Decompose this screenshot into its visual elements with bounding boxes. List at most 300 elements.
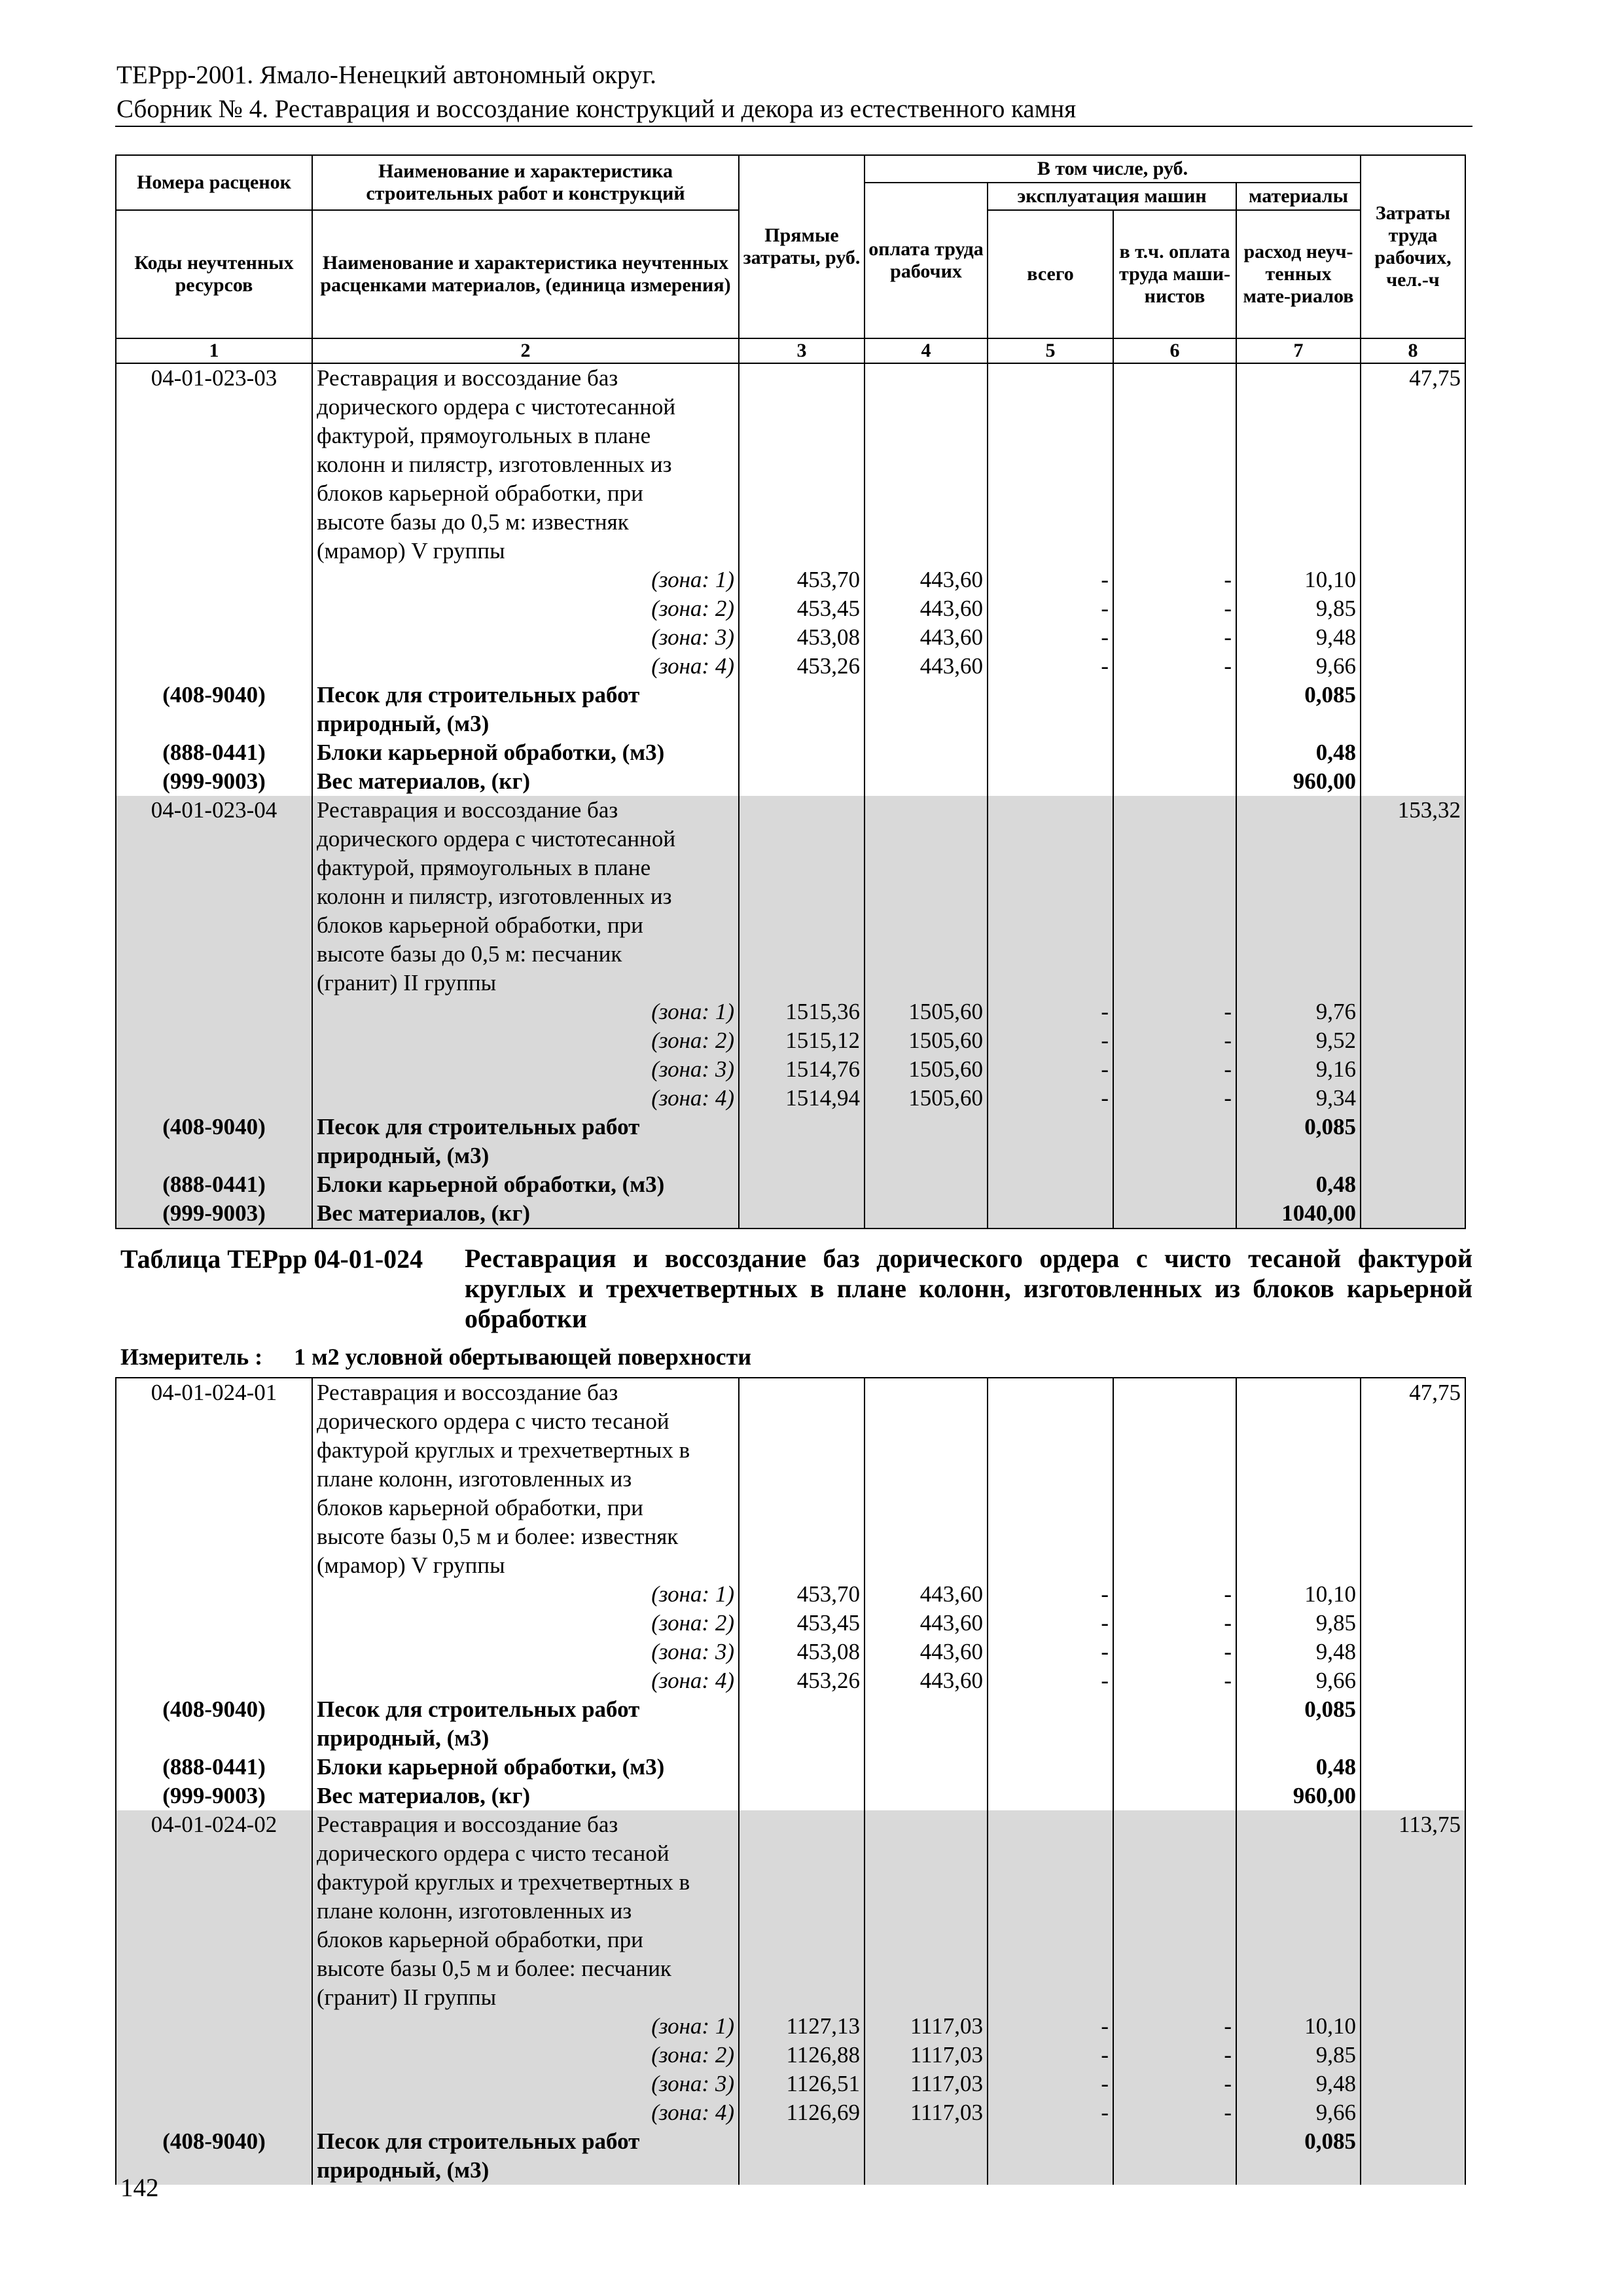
table-cell <box>1236 1494 1361 1522</box>
resource-consumption: 0,085 <box>1236 681 1361 709</box>
table-row <box>116 2156 1465 2185</box>
table-cell <box>865 1724 988 1753</box>
resource-name: Песок для строительных работ <box>312 1113 739 1141</box>
table-cell <box>739 508 865 537</box>
machines-total: - <box>988 652 1113 681</box>
table-cell <box>116 1522 312 1551</box>
table-cell <box>865 1170 988 1199</box>
machinist-pay: - <box>1113 1026 1236 1055</box>
col-header-labor-hours: Затраты труда рабочих, чел.-ч <box>1361 155 1465 338</box>
table-cell <box>865 364 988 393</box>
table-row <box>116 1084 1465 1113</box>
table-cell <box>116 1551 312 1580</box>
table-cell <box>1361 825 1465 853</box>
table-cell <box>988 1199 1113 1229</box>
table-cell <box>1361 422 1465 450</box>
resource-name: природный, (м3) <box>312 2156 739 2185</box>
worker-pay: 1117,03 <box>865 2041 988 2070</box>
table-cell <box>988 796 1113 825</box>
table-cell <box>116 1954 312 1983</box>
rate-description-line: (мрамор) V группы <box>312 537 739 565</box>
materials-cost: 10,10 <box>1236 1580 1361 1609</box>
materials-cost: 9,48 <box>1236 623 1361 652</box>
materials-cost: 9,66 <box>1236 2098 1361 2127</box>
table-cell <box>865 1983 988 2012</box>
table-row <box>116 681 1465 709</box>
table-cell <box>116 911 312 940</box>
machines-total: - <box>988 1609 1113 1638</box>
table-cell <box>988 911 1113 940</box>
table-row <box>116 1897 1465 1926</box>
table-cell <box>116 2041 312 2070</box>
direct-cost: 453,26 <box>739 1666 865 1695</box>
table-cell <box>1113 1170 1236 1199</box>
resource-name: Песок для строительных работ <box>312 681 739 709</box>
worker-pay: 443,60 <box>865 1666 988 1695</box>
table-cell <box>988 1378 1113 1407</box>
table-cell <box>116 450 312 479</box>
table-cell <box>988 681 1113 709</box>
table-cell <box>988 1407 1113 1436</box>
worker-pay: 443,60 <box>865 1580 988 1609</box>
table-cell <box>1361 2098 1465 2127</box>
rate-item <box>116 796 1465 1229</box>
table-cell <box>1236 1810 1361 1839</box>
col-header-machines-total: всего <box>988 210 1113 338</box>
resource-consumption: 0,48 <box>1236 1753 1361 1782</box>
table-cell <box>1113 853 1236 882</box>
resource-name: Вес материалов, (кг) <box>312 1199 739 1229</box>
resource-consumption: 960,00 <box>1236 767 1361 796</box>
col-number: 5 <box>988 338 1113 363</box>
worker-pay: 1117,03 <box>865 2098 988 2127</box>
col-header-materials: материалы <box>1236 183 1361 210</box>
rate-code: 04-01-023-03 <box>116 364 312 393</box>
table-row <box>116 1113 1465 1141</box>
table-cell <box>1236 1551 1361 1580</box>
measurement-unit <box>120 1343 751 1371</box>
table-cell <box>988 969 1113 997</box>
materials-cost: 9,66 <box>1236 652 1361 681</box>
table-cell <box>988 853 1113 882</box>
table-row <box>116 422 1465 450</box>
table-cell <box>865 393 988 422</box>
zone-label: (зона: 4) <box>312 1084 739 1113</box>
worker-pay: 443,60 <box>865 1638 988 1666</box>
table-cell <box>1113 1782 1236 1810</box>
table-cell <box>865 1926 988 1954</box>
table-cell <box>1361 2156 1465 2185</box>
table-cell <box>865 1407 988 1436</box>
machinist-pay: - <box>1113 1666 1236 1695</box>
table-cell <box>739 1926 865 1954</box>
table-cell <box>988 1810 1113 1839</box>
table-cell <box>739 911 865 940</box>
table-cell <box>1236 364 1361 393</box>
table-cell <box>865 796 988 825</box>
table-cell <box>1113 1436 1236 1465</box>
table-cell <box>1361 2070 1465 2098</box>
table-cell <box>1361 1695 1465 1724</box>
table-cell <box>1113 911 1236 940</box>
table-cell <box>1113 882 1236 911</box>
machinist-pay: - <box>1113 1580 1236 1609</box>
table-cell <box>1113 940 1236 969</box>
table-title: Реставрация и воссоздание баз дорического ордера с чисто тесаной фактурой круглых и трехчетвертных в плане колонн, изготовленных из блоков карьерной обработки <box>465 1244 1472 1333</box>
table-cell <box>865 681 988 709</box>
machinist-pay: - <box>1113 1084 1236 1113</box>
table-cell <box>988 1436 1113 1465</box>
col-number: 7 <box>1236 338 1361 363</box>
table-row <box>116 997 1465 1026</box>
table-cell <box>1361 853 1465 882</box>
table-cell <box>988 1753 1113 1782</box>
table-cell <box>116 1983 312 2012</box>
table-row <box>116 2098 1465 2127</box>
direct-cost: 453,70 <box>739 565 865 594</box>
table-cell <box>1236 1868 1361 1897</box>
table-cell <box>116 2012 312 2041</box>
table-row <box>116 1407 1465 1436</box>
rate-description-line: дорического ордера с чистотесанной <box>312 825 739 853</box>
table-row <box>116 1551 1465 1580</box>
table-cell <box>865 1551 988 1580</box>
table-cell <box>1113 1954 1236 1983</box>
table-cell <box>865 1897 988 1926</box>
table-cell <box>739 709 865 738</box>
table-cell <box>1113 450 1236 479</box>
table-cell <box>865 1522 988 1551</box>
table-cell <box>865 940 988 969</box>
table-cell <box>865 738 988 767</box>
table-row <box>116 1378 1465 1407</box>
table-row <box>116 565 1465 594</box>
table-cell <box>1113 1983 1236 2012</box>
labor-hours: 153,32 <box>1361 796 1465 825</box>
table-cell <box>1361 450 1465 479</box>
table-cell <box>739 422 865 450</box>
table-cell <box>1361 1983 1465 2012</box>
zone-label: (зона: 3) <box>312 623 739 652</box>
table-number: Таблица ТЕРрр 04-01-024 <box>120 1244 423 1274</box>
table-cell <box>1361 1897 1465 1926</box>
col-header-material-names: Наименование и характеристика неучтенных расценками материалов, (единица измерения) <box>312 210 739 338</box>
table-row <box>116 1724 1465 1753</box>
table-cell <box>865 2127 988 2156</box>
table-cell <box>739 1897 865 1926</box>
machinist-pay: - <box>1113 652 1236 681</box>
table-cell <box>1236 1954 1361 1983</box>
table-cell <box>1236 709 1361 738</box>
table-cell <box>1113 393 1236 422</box>
table-cell <box>1113 767 1236 796</box>
worker-pay: 1505,60 <box>865 997 988 1026</box>
table-cell <box>739 1954 865 1983</box>
table-row <box>116 853 1465 882</box>
direct-cost: 1515,12 <box>739 1026 865 1055</box>
page-number: 142 <box>120 2174 159 2202</box>
rate-description-line: колонн и пилястр, изготовленных из <box>312 882 739 911</box>
direct-cost: 1127,13 <box>739 2012 865 2041</box>
col-number: 3 <box>739 338 865 363</box>
table-cell <box>865 1494 988 1522</box>
table-cell <box>865 508 988 537</box>
table-cell <box>1361 1954 1465 1983</box>
table-cell <box>865 882 988 911</box>
rate-description-line: дорического ордера с чистотесанной <box>312 393 739 422</box>
table-cell <box>1113 1551 1236 1580</box>
resource-name: природный, (м3) <box>312 1141 739 1170</box>
rate-description-line: высоте базы до 0,5 м: известняк <box>312 508 739 537</box>
table-row <box>116 1580 1465 1609</box>
table-cell <box>116 709 312 738</box>
table-cell <box>739 1868 865 1897</box>
table-cell <box>865 2156 988 2185</box>
machinist-pay: - <box>1113 623 1236 652</box>
table-row <box>116 508 1465 537</box>
table-cell <box>1113 479 1236 508</box>
direct-cost: 453,08 <box>739 1638 865 1666</box>
materials-cost: 9,16 <box>1236 1055 1361 1084</box>
table-cell <box>739 1695 865 1724</box>
table-cell <box>1113 1113 1236 1141</box>
col-header-resource-codes: Коды неучтенных ресурсов <box>116 210 312 338</box>
rate-description-line: блоков карьерной обработки, при <box>312 1926 739 1954</box>
zone-label: (зона: 1) <box>312 1580 739 1609</box>
table-cell <box>1361 1753 1465 1782</box>
rate-item <box>116 364 1465 796</box>
col-header-worker-pay: оплата труда рабочих <box>865 183 988 338</box>
table-cell <box>1361 1055 1465 1084</box>
table-cell <box>988 709 1113 738</box>
table-cell <box>739 364 865 393</box>
table-cell <box>1236 422 1361 450</box>
table-row <box>116 825 1465 853</box>
table-row <box>116 1782 1465 1810</box>
table-cell <box>1361 1436 1465 1465</box>
table-cell <box>116 853 312 882</box>
table-cell <box>1113 1868 1236 1897</box>
table-row <box>116 1954 1465 1983</box>
table-cell <box>1113 422 1236 450</box>
table-cell <box>988 1839 1113 1868</box>
table-cell <box>1361 1026 1465 1055</box>
table-row <box>116 940 1465 969</box>
direct-cost: 453,70 <box>739 1580 865 1609</box>
table-cell <box>1361 1494 1465 1522</box>
table-cell <box>1361 565 1465 594</box>
table-cell <box>988 364 1113 393</box>
resource-consumption: 0,085 <box>1236 2127 1361 2156</box>
materials-cost: 9,76 <box>1236 997 1361 1026</box>
table-cell <box>988 2127 1113 2156</box>
table-cell <box>1361 1839 1465 1868</box>
table-cell <box>865 1113 988 1141</box>
table-cell <box>1361 1084 1465 1113</box>
table-cell <box>739 738 865 767</box>
worker-pay: 443,60 <box>865 623 988 652</box>
table-cell <box>1361 940 1465 969</box>
table-cell <box>1236 1465 1361 1494</box>
table-cell <box>1113 709 1236 738</box>
table-cell <box>1236 1983 1361 2012</box>
rate-description-line: Реставрация и воссоздание баз <box>312 364 739 393</box>
table-cell <box>1236 508 1361 537</box>
table-cell <box>116 1436 312 1465</box>
direct-cost: 1126,88 <box>739 2041 865 2070</box>
resource-name: природный, (м3) <box>312 1724 739 1753</box>
rate-description-line: высоте базы 0,5 м и более: известняк <box>312 1522 739 1551</box>
table-cell <box>739 1810 865 1839</box>
machines-total: - <box>988 1666 1113 1695</box>
table-cell <box>1236 1897 1361 1926</box>
table-cell <box>988 422 1113 450</box>
table-row <box>116 652 1465 681</box>
table-cell <box>1361 1199 1465 1229</box>
table-cell <box>1361 709 1465 738</box>
table-cell <box>116 393 312 422</box>
table-row <box>116 1026 1465 1055</box>
table-row <box>116 969 1465 997</box>
table-cell <box>739 1839 865 1868</box>
table-cell <box>988 537 1113 565</box>
rate-description-line: Реставрация и воссоздание баз <box>312 796 739 825</box>
table-cell <box>1113 1897 1236 1926</box>
resource-code: (999-9003) <box>116 767 312 796</box>
table-cell <box>116 623 312 652</box>
table-cell <box>116 1141 312 1170</box>
table-cell <box>988 1983 1113 2012</box>
resource-consumption: 0,48 <box>1236 738 1361 767</box>
machinist-pay: - <box>1113 1638 1236 1666</box>
table-row <box>116 1666 1465 1695</box>
table-cell <box>865 969 988 997</box>
table-cell <box>1361 623 1465 652</box>
table-cell <box>739 882 865 911</box>
table-cell <box>1113 537 1236 565</box>
direct-cost: 1126,51 <box>739 2070 865 2098</box>
table-cell <box>988 1695 1113 1724</box>
table-cell <box>1113 1522 1236 1551</box>
table-cell <box>1236 537 1361 565</box>
table-cell <box>116 1494 312 1522</box>
table-cell <box>865 1810 988 1839</box>
table-row <box>116 450 1465 479</box>
machines-total: - <box>988 1084 1113 1113</box>
materials-cost: 9,48 <box>1236 1638 1361 1666</box>
table-cell <box>739 796 865 825</box>
table-cell <box>1113 508 1236 537</box>
rate-code: 04-01-023-04 <box>116 796 312 825</box>
header-rule <box>115 126 1472 127</box>
table-cell <box>116 2070 312 2098</box>
table-cell <box>988 393 1113 422</box>
table-row <box>116 1465 1465 1494</box>
worker-pay: 443,60 <box>865 565 988 594</box>
table-cell <box>988 738 1113 767</box>
table-cell <box>1236 1839 1361 1868</box>
zone-label: (зона: 1) <box>312 565 739 594</box>
table-cell <box>1113 1839 1236 1868</box>
table-cell <box>116 969 312 997</box>
machines-total: - <box>988 997 1113 1026</box>
labor-hours: 47,75 <box>1361 364 1465 393</box>
col-number: 6 <box>1113 338 1236 363</box>
rates-table-023 <box>115 364 1466 1229</box>
col-header-work-name: Наименование и характеристика строительных работ и конструкций <box>312 155 739 210</box>
table-cell <box>739 1141 865 1170</box>
table-cell <box>988 1954 1113 1983</box>
rate-description-line: блоков карьерной обработки, при <box>312 1494 739 1522</box>
table-cell <box>1236 969 1361 997</box>
col-number: 4 <box>865 338 988 363</box>
rate-description-line: блоков карьерной обработки, при <box>312 911 739 940</box>
col-header-machinist-pay: в т.ч. оплата труда маши-нистов <box>1113 210 1236 338</box>
table-cell <box>1113 969 1236 997</box>
table-cell <box>739 825 865 853</box>
resource-code: (408-9040) <box>116 1113 312 1141</box>
resource-code: (999-9003) <box>116 1199 312 1229</box>
direct-cost: 453,08 <box>739 623 865 652</box>
table-cell <box>988 1897 1113 1926</box>
machines-total: - <box>988 1580 1113 1609</box>
rate-description-line: плане колонн, изготовленных из <box>312 1897 739 1926</box>
zone-label: (зона: 3) <box>312 2070 739 2098</box>
worker-pay: 1117,03 <box>865 2070 988 2098</box>
table-cell <box>1361 1666 1465 1695</box>
zone-label: (зона: 4) <box>312 1666 739 1695</box>
rate-description-line: дорического ордера с чисто тесаной <box>312 1407 739 1436</box>
table-cell <box>1113 1810 1236 1839</box>
rate-description-line: фактурой, прямоугольных в плане <box>312 422 739 450</box>
machines-total: - <box>988 2041 1113 2070</box>
materials-cost: 9,52 <box>1236 1026 1361 1055</box>
table-cell <box>116 1666 312 1695</box>
table-cell <box>1361 594 1465 623</box>
resource-name: Вес материалов, (кг) <box>312 767 739 796</box>
table-cell <box>988 450 1113 479</box>
table-cell <box>1361 2012 1465 2041</box>
table-cell <box>739 767 865 796</box>
table-cell <box>1113 1494 1236 1522</box>
table-cell <box>988 2156 1113 2185</box>
table-row <box>116 1522 1465 1551</box>
table-cell <box>988 825 1113 853</box>
table-cell <box>1361 1580 1465 1609</box>
table-row <box>116 1926 1465 1954</box>
direct-cost: 1514,76 <box>739 1055 865 1084</box>
table-row <box>116 1753 1465 1782</box>
direct-cost: 1126,69 <box>739 2098 865 2127</box>
table-cell <box>988 1494 1113 1522</box>
table-cell <box>739 1753 865 1782</box>
table-cell <box>116 537 312 565</box>
rate-description-line: Реставрация и воссоздание баз <box>312 1810 739 1839</box>
table-cell <box>1361 1141 1465 1170</box>
table-cell <box>988 1170 1113 1199</box>
table-cell <box>739 1724 865 1753</box>
machinist-pay: - <box>1113 2098 1236 2127</box>
table-cell <box>739 969 865 997</box>
table-cell <box>739 1407 865 1436</box>
resource-name: природный, (м3) <box>312 709 739 738</box>
worker-pay: 443,60 <box>865 652 988 681</box>
machinist-pay: - <box>1113 594 1236 623</box>
machinist-pay: - <box>1113 2070 1236 2098</box>
table-cell <box>116 422 312 450</box>
table-cell <box>865 1753 988 1782</box>
table-cell <box>1113 1141 1236 1170</box>
